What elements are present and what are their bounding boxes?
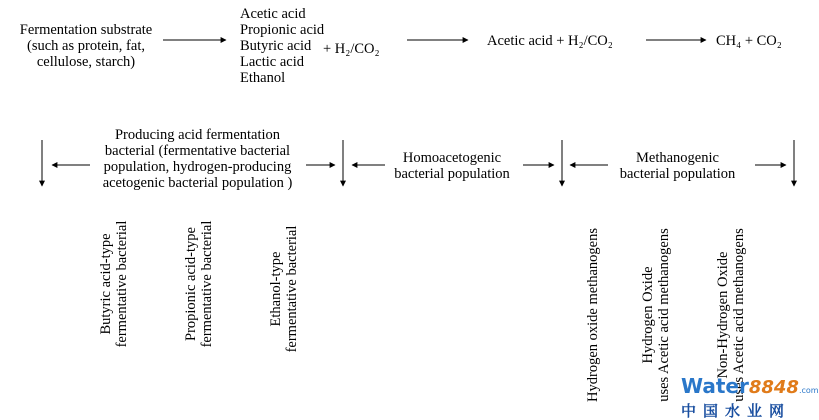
substrate-line-3: cellulose, starch) [36, 54, 136, 70]
product-ethanol: Ethanol [240, 70, 286, 86]
final-products: CH₄ + CO₂ [716, 33, 782, 49]
product-butyric: Butyric acid [240, 38, 312, 54]
acid-fermentation-line-3: population, hydrogen-producing [103, 159, 292, 175]
methanogenic-line-2: bacterial population [619, 166, 736, 182]
subtype-propionic: Propionic acid-type fermentative bacterial [183, 220, 215, 348]
subtype-non-hydrogen-oxide: Non-Hydrogen Oxide uses Acetic acid methanogens [715, 228, 747, 402]
acid-fermentation-line-4: acetogenic bacterial population ) [102, 175, 293, 191]
homoacetogenic-line-1: Homoacetogenic [402, 150, 502, 166]
product-propionic: Propionic acid [240, 22, 325, 38]
watermark-brand: Water8848.com [681, 374, 819, 398]
acid-fermentation-line-1: Producing acid fermentation [114, 127, 281, 143]
substrate-line-1: Fermentation substrate [19, 22, 153, 38]
acid-fermentation-line-2: bacterial (fermentative bacterial [104, 143, 291, 159]
subtype-hydrogen-oxide: Hydrogen oxide methanogens [585, 228, 601, 402]
subtype-butyric: Butyric acid-type fermentative bacterial [98, 220, 130, 348]
subtype-ethanol: Ethanol-type fermentative bacterial [268, 225, 300, 353]
watermark-logo [681, 374, 819, 420]
plus-h2-co2: + H₂/CO₂ [323, 41, 380, 57]
product-lactic: Lactic acid [240, 54, 304, 70]
methanogenic-line-1: Methanogenic [636, 150, 719, 166]
product-acetic: Acetic acid [240, 6, 306, 22]
homoacetogenic-line-2: bacterial population [394, 166, 510, 182]
subtype-hydrogen-oxide-acetic: Hydrogen Oxide uses Acetic acid methanogens [640, 228, 672, 402]
substrate-line-2: (such as protein, fat, [27, 38, 145, 54]
intermediate-products: Acetic acid + H₂/CO₂ [487, 33, 613, 49]
watermark-chinese: 中国水业网 [681, 402, 792, 420]
